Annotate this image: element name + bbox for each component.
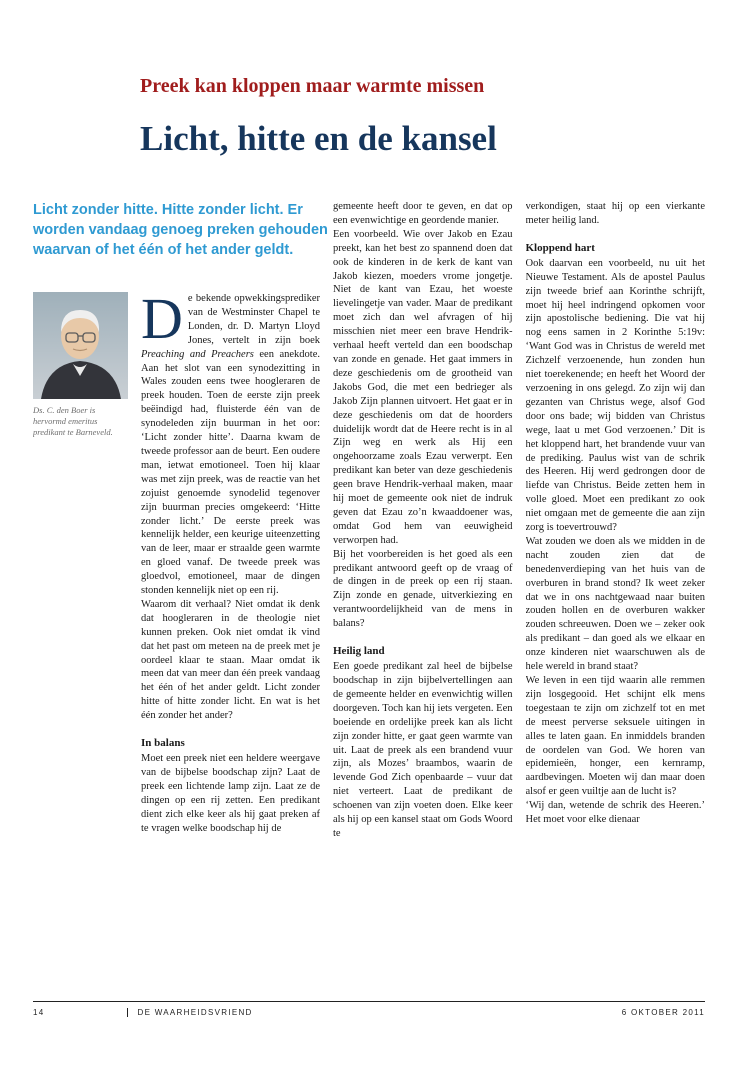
paragraph: verkondigen, staat hij op een vierkante meter heilig land. bbox=[525, 201, 705, 226]
section-heading-kloppend-hart: Kloppend hart bbox=[525, 241, 595, 254]
page-number: 14 bbox=[33, 1008, 45, 1017]
paragraph: gemeente heeft door te geven, en dat op een evenwichtige en geordende manier. bbox=[333, 201, 513, 226]
paragraph: Wat zouden we doen als we midden in de nacht zouden zien dat de benedenverdieping van het huis van de overburen in brand stond? Ik weet zeker dat we in ons nachtgewaad naar buiten zouden hollen en de overburen wakker zouden schreeuwen. Doen we – zeker ook als predikant – dan goed als we elkaar en onze kinderen niet waarschuwen als de hele wereld in brand staat? bbox=[525, 535, 705, 673]
paragraph bbox=[141, 292, 320, 598]
paragraph-text: e bekende opwekkingsprediker van de Westminster Chapel te Londen, dr. D. Martyn Lloyd Jones, vertelt in zijn boek bbox=[187, 293, 320, 346]
paragraph: We leven in een tijd waarin alle remmen zijn losgegooid. Het schijnt elk mens toegestaan te zijn om zichzelf tot en met de meest perverse seksuele uitingen in alles te laten gaan. En inmiddels branden de oordelen van God. We horen van epidemieën, honger, een kernramp, aardbevingen. Moeten wij dan maar doen alsof er geen vuiltje aan de lucht is? bbox=[525, 675, 705, 798]
portrait-photo-illustration bbox=[33, 292, 128, 399]
section-heading-heilig-land: Heilig land bbox=[333, 645, 385, 658]
paragraph-text: een anekdote. Aan het slot van een synodezitting in Wales zouden eens twee hoogleraren de preek houden. Toen de eerste zijn preek beëindigd had, fluisterde één van de synodeleden zijn buurman in het oor: ‘Licht zonder hitte’. Daarna kwam de tweede professor aan de beurt. Een oudere man, ietwat emotioneel. Toen hij klaar was met zijn preek, was de reactie van het zojuist genoemde synodelid tegenover zijn buurman precies omgekeerd: ‘Hitte zonder licht.’ De eerste preek was kennelijk helder, een keurige uiteenzetting van de leer, maar er straalde geen warmte en gloed vanaf. De tweede preek was gloedvol, emotioneel, maar de dingen stonden kennelijk niet op een rij. bbox=[141, 348, 320, 597]
kicker: Preek kan kloppen maar warmte missen bbox=[140, 75, 485, 97]
left-column-block bbox=[33, 200, 328, 992]
paragraph: Een voorbeeld. Wie over Jakob en Ezau preekt, kan het best zo spannend doen dat ook de kinderen in de kerk de kant van Jakob kiezen, moeders vrome jongetje. Niet de kant van Ezau, het woeste lievelingetje van vader. Maar de predikant moet zich dan wel afvragen of hij misschien niet meer een brave Hendrik-verhaal heeft verteld dan een boodschap van zonde en genade. Het gaat immers in deze geschiedenis om de grootheid van Jakobs God, die met een bedrieger als Jakob Zijn plannen uitvoert. Het gaat er in deze geschiedenis om dat de hoorders duidelijk wordt dat de Heere recht is in al Zijn weg en werk als Hij een ongehoorzame zoals Ezau verwerpt. Een predikant kan beter van deze geschiedenis geen brave Hendrik-verhaal maken, maar hij moet de gemeente ook niet de indruk geven dat Ezau zo’n kwaaddoener was, omdat God hem van eeuwigheid verworpen had. bbox=[333, 228, 513, 546]
column-1 bbox=[141, 292, 320, 992]
footer-divider bbox=[127, 1008, 128, 1017]
drop-cap: D bbox=[141, 292, 183, 351]
intro-paragraph: Licht zonder hitte. Hitte zonder licht. Er worden vandaag genoeg preken gehouden waarvan of het één of het ander geldt. bbox=[33, 202, 328, 258]
section-heading-in-balans: In balans bbox=[141, 737, 185, 750]
paragraph: ‘Wij dan, wetende de schrik des Heeren.’ Het moet voor elke dienaar bbox=[525, 800, 705, 826]
paragraph: Bij het voorbereiden is het goed als een predikant antwoord geeft op de vraag of de dingen in de preek op een rij staan. Zijn zonde en genade, uitverkiezing en verantwoordelijkheid van de mens in balans? bbox=[333, 548, 513, 630]
photo-caption: Ds. C. den Boer is hervormd emeritus predikant te Barneveld. bbox=[33, 405, 113, 437]
paragraph: Moet een preek niet een heldere weergave van de bijbelse boodschap zijn? Laat de preek een lichtende lamp zijn. Laat ze de dingen op een rij zetten. Een predikant dient zich elke keer als hij gaat preken af te vragen welke boodschap hij de bbox=[141, 753, 320, 834]
book-title: Preaching and Preachers bbox=[141, 348, 254, 360]
paragraph: Waarom dit verhaal? Niet omdat ik denk dat hoogleraren in de theologie niet kunnen preken. Ook niet omdat ik vind dat het past om meteen na de preek met je oordeel klaar te staan. Maar omdat ik meen dat van meer dan één preek vandaag het één of het ander geldt. Licht zonder hitte of hitte zonder licht. En wat is het één zonder het ander? bbox=[141, 598, 320, 722]
paragraph: Een goede predikant zal heel de bijbelse boodschap in zijn bijbelvertellingen aan de gemeente helder en evenwichtig willen doorgeven. Toch kan hij iets vergeten. Een boeiende en ordelijke preek kan als licht zijn zonder hitte, er gaat geen warmte van uit. Laat de preek als een brandend vuur zijn, als Mozes’ braambos, waarin de levende God Zich openbaarde – vuur dat niet verteert. Laat de predikant de schoenen van zijn voeten doen. Elke keer als hij op een kansel staat om Gods Woord te bbox=[333, 661, 513, 839]
column-3 bbox=[526, 200, 706, 992]
publication-name: DE WAARHEIDSVRIEND bbox=[137, 1008, 253, 1017]
paragraph: Ook daarvan een voorbeeld, nu uit het Nieuwe Testament. Als de apostel Paulus zijn tweede brief aan Korinthe schrijft, moet hij heel indringend opkomen voor zijn apostolische bediening. Die vat hij nog eens samen in 2 Korinthe 5:19v: ‘Want God was in Christus de wereld met Zichzelf verzoenende, hun zonden hun niet toerekenende; en heeft het Woord der verzoening in ons gelegd. Zo zijn wij dan gezanten van Christus wege, alsof God door ons bade; wij bidden van Christus wege, laat u met God verzoenen.’ Dit is het kloppend hart, het brandende vuur van de prediking. Paulus wist van de schrik des Heeren. Hij werd gedrongen door de liefde van Christus. Beide zetten hem in volle gloed. Moet een predikant zo ook niet omgaan met de gemeente die aan zijn zorg is toevertrouwd? bbox=[525, 257, 705, 534]
article-header bbox=[33, 0, 705, 160]
issue-date: 6 OKTOBER 2011 bbox=[621, 1008, 705, 1017]
margin-column bbox=[33, 292, 128, 992]
left-row bbox=[33, 292, 320, 992]
page-footer bbox=[33, 1001, 705, 1017]
article-body bbox=[33, 200, 705, 992]
page-title: Licht, hitte en de kansel bbox=[140, 119, 497, 158]
portrait-photo bbox=[33, 292, 128, 399]
column-2 bbox=[333, 200, 513, 992]
